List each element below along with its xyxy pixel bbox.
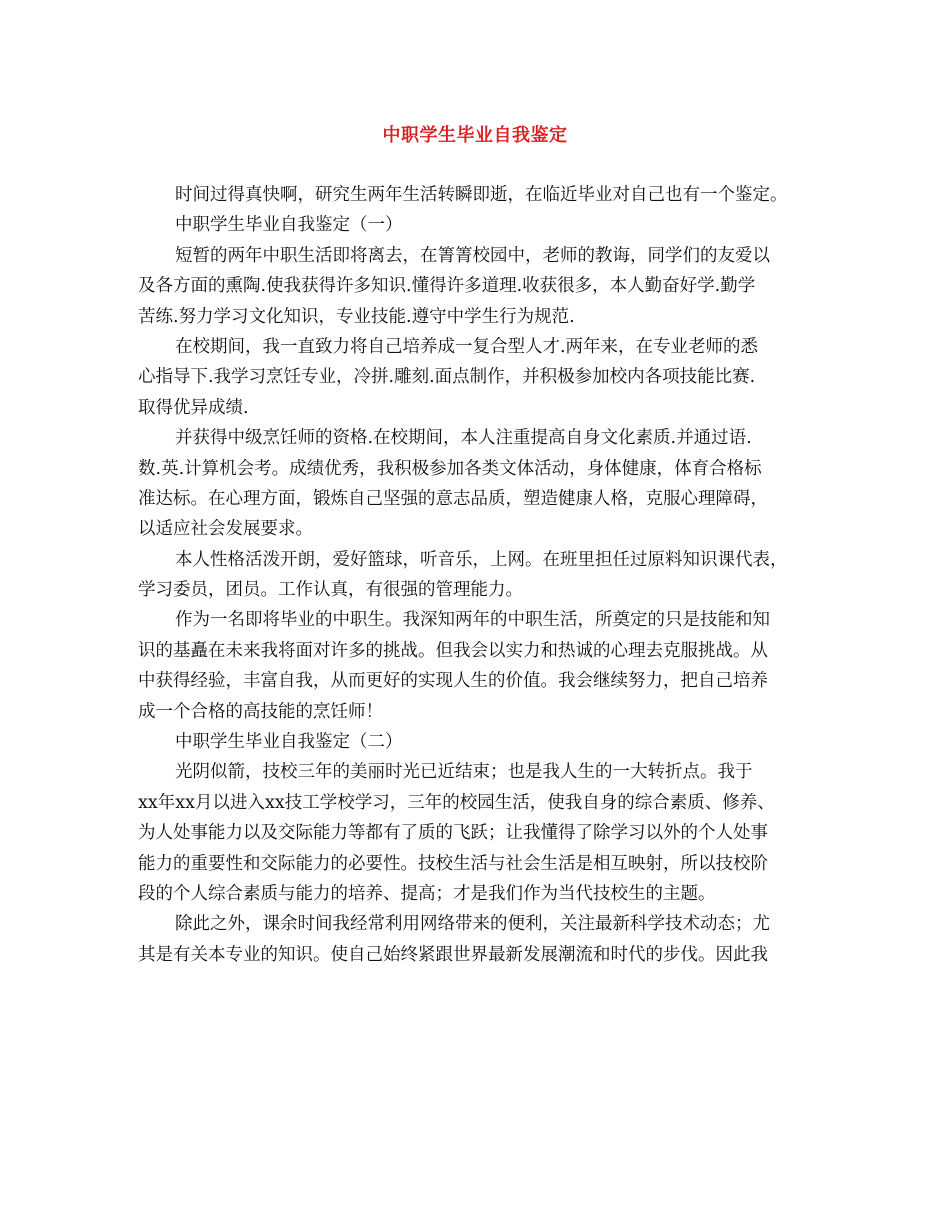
text-line: 并获得中级烹饪师的资格.在校期间，本人注重提高自身文化素质.并通过语.: [175, 428, 752, 449]
text-line: 成一个合格的高技能的烹饪师！: [138, 701, 383, 722]
text-line: 心指导下.我学习烹饪专业，冷拼.雕刻.面点制作，并积极参加校内各项技能比赛.: [138, 367, 756, 388]
text-line: xx年xx月以进入xx技工学校学习，三年的校园生活，使我自身的综合素质、修养、: [138, 792, 775, 813]
text-line: 短暂的两年中职生活即将离去，在箐箐校园中，老师的教诲，同学们的友爱以: [175, 245, 770, 266]
text-line: 时间过得真快啊，研究生两年生活转瞬即逝，在临近毕业对自己也有一个鉴定。: [175, 185, 788, 205]
text-line: 在校期间，我一直致力将自己培养成一复合型人才.两年来，在专业老师的悉: [175, 336, 759, 357]
text-line: 段的个人综合素质与能力的培养、提高；才是我们作为当代技校生的主题。: [138, 883, 716, 904]
text-line: 数.英.计算机会考。成绩优秀，我积极参加各类文体活动，身体健康，体育合格标: [138, 458, 762, 479]
text-line: 为人处事能力以及交际能力等都有了质的飞跃；让我懂得了除学习以外的个人处事: [138, 823, 768, 844]
text-line: 以适应社会发展要求。: [138, 519, 313, 540]
text-line: 中职学生毕业自我鉴定（二）: [175, 732, 403, 753]
text-line: 识的基矗在未来我将面对许多的挑战。但我会以实力和热诚的心理去克服挑战。从: [138, 640, 768, 661]
text-line: 及各方面的熏陶.使我获得许多知识.懂得许多道理.收获很多，本人勤奋好学.勤学: [138, 276, 756, 297]
text-line: 学习委员，团员。工作认真，有很强的管理能力。: [138, 580, 523, 601]
text-line: 作为一名即将毕业的中职生。我深知两年的中职生活，所奠定的只是技能和知: [175, 610, 770, 631]
text-line: 中职学生毕业自我鉴定（一）: [175, 215, 403, 236]
document-body: [138, 180, 822, 970]
text-line: 中获得经验，丰富自我，从而更好的实现人生的价值。我会继续努力，把自己培养: [138, 671, 768, 692]
text-line: 苦练.努力学习文化知识，专业技能.遵守中学生行为规范.: [138, 306, 575, 327]
document-title: 中职学生毕业自我鉴定: [382, 125, 568, 146]
text-line: 光阴似箭，技校三年的美丽时光已近结束；也是我人生的一大转折点。我于: [175, 762, 753, 783]
text-line: 本人性格活泼开朗，爱好篮球，听音乐，上网。在班里担任过原料知识课代表，: [175, 549, 788, 570]
text-line: 其是有关本专业的知识。使自己始终紧跟世界最新发展潮流和时代的步伐。因此我: [138, 944, 768, 965]
text-line: 除此之外，课余时间我经常利用网络带来的便利，关注最新科学技术动态；尤: [175, 914, 770, 935]
text-line: 准达标。在心理方面，锻炼自己坚强的意志品质，塑造健康人格，克服心理障碍，: [138, 488, 768, 509]
text-line: 取得优异成绩.: [138, 397, 249, 418]
text-line: 能力的重要性和交际能力的必要性。技校生活与社会生活是相互映射，所以技校阶: [138, 853, 768, 874]
